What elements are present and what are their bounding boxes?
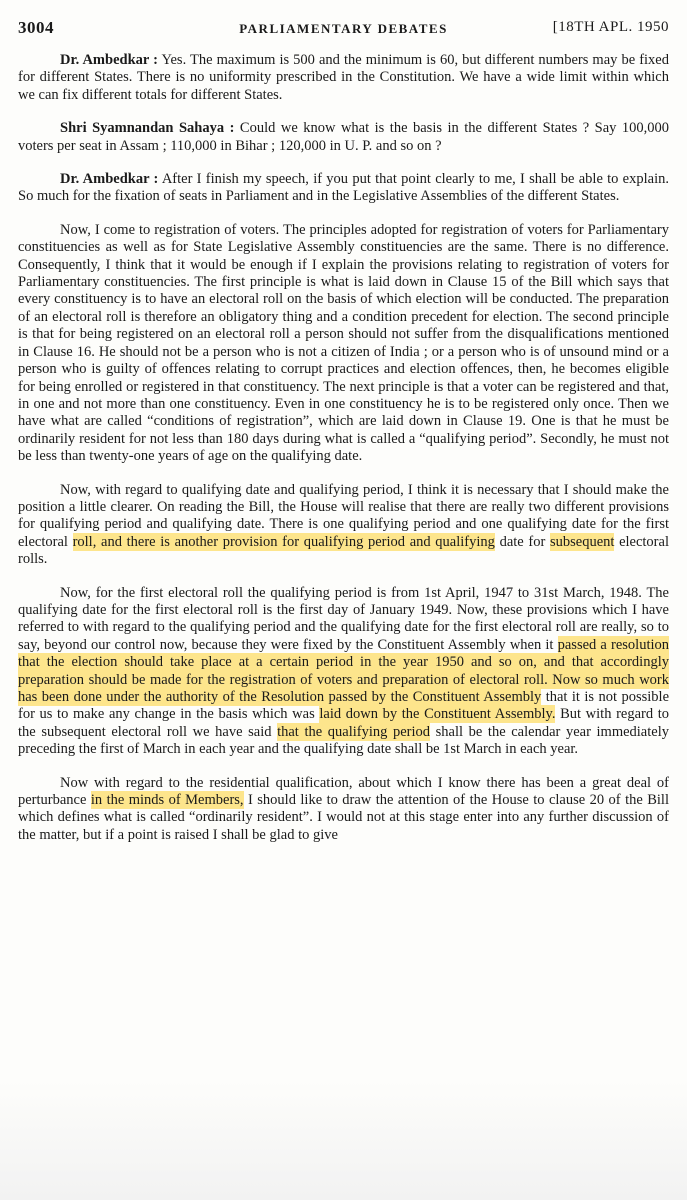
speaker-name: Dr. Ambedkar : <box>60 171 159 188</box>
highlighted-text: roll, and there is another provision for qualifying period and qualifying <box>72 533 495 550</box>
paragraph-text: Yes. The maximum is 500 and the minimum is 60, but different numbers may be fixed for different States. There is no uniformity prescribed in the Constitution. We have a wide limit within which we can fix different totals for different States. <box>18 52 669 103</box>
highlighted-text: laid down by the Constituent Assembly. <box>319 706 556 723</box>
highlighted-text: passed a resolution that the election should take place at a certain period in the year 1950 and so on, and that accordingly preparation should be made for the registration of voters and preparation of electoral roll. Now so much work has been done under the authority of the Resolution passed by the Constituent Assembly <box>18 636 670 705</box>
paragraph-text: Now with regard to the residential qualification, about which I know there has been a great deal of perturbance <box>18 774 669 809</box>
paragraph-text: After I finish my speech, if you put that point clearly to me, I shall be able to explain. So much for the fixation of seats in Parliament and in the Legislative Assemblies of the different States. <box>18 171 669 205</box>
speaker-name: Shri Syamnandan Sahaya : <box>60 120 235 137</box>
speaker-name: Dr. Ambedkar : <box>60 52 158 68</box>
highlighted-text: subsequent <box>549 533 615 550</box>
document-body <box>18 52 669 860</box>
paragraph-text: But with regard to the subsequent electoral roll we have said <box>18 706 670 740</box>
header-date: [18TH APL. 1950 <box>552 19 669 35</box>
paragraph <box>18 482 669 569</box>
running-title: PARLIAMENTARY DEBATES <box>239 21 448 36</box>
paragraph-text: date for <box>494 533 550 550</box>
highlighted-text: that the qualifying period <box>277 723 431 740</box>
paragraph-text: Could we know what is the basis in the different States ? Say 100,000 voters per seat in Assam ; 110,000 in Bihar ; 120,000 in U. P. and so on ? <box>18 120 669 154</box>
paragraph <box>18 171 669 206</box>
page-header <box>18 18 669 42</box>
paragraph-text: electoral rolls. <box>18 533 669 568</box>
highlighted-text: in the minds of Members, <box>90 792 244 809</box>
page-edge-shadow <box>0 1080 687 1200</box>
paragraph-text: Now, with regard to qualifying date and qualifying period, I think it is necessary that I should make the position a little clearer. On reading the Bill, the House will realise that there are really two different provisions for qualifying period and qualifying date. There is one qualifying period and one qualifying date for the first electoral <box>18 481 669 550</box>
paragraph-text: Now, for the first electoral roll the qualifying period is from 1st April, 1947 to 31st March, 1948. The qualifying date for the first electoral roll is the first day of January 1949. Now, these provisions which I have referred to with regard to the qualifying period and the qualifying date for the first electoral roll are really, so to say, beyond our control now, because they were fixed by the Constituent Assembly when it <box>18 584 669 653</box>
paragraph-text: that it is not possible for us to make any change in the basis which was <box>18 689 669 723</box>
paragraph-text: Now, I come to registration of voters. The principles adopted for registration of voters for Parliamentary constituencies as well as for State Legislative Assembly constituencies are the same. There is no difference. Consequently, I think that it would be enough if I explain the provisions relating to registration of voters for Parliamentary constituencies. The first principle is what is laid down in Clause 15 of the Bill which says that every constituency is to have an electoral roll on the basis of which election will be conducted. The preparation of an electoral roll is therefore an obligatory thing and a condition precedent for election. The second principle is that for being registered on an electoral roll a person should not suffer from the disqualifications mentioned in Clause 16. He should not be a person who is not a citizen of India ; or a person who is of unsound mind or a person who is guilty of offences relating to corrupt practices and election offences, then, he becomes eligible for being enrolled or registered in that constituency. The next principle is that a voter can be registered and that, in one and not more than one constituency. Even in one constituency he is to be registered only once. Then we have what are called “conditions of registration”, which are laid down in Clause 19. One is that he must be ordinarily resident for not less than 180 days during what is called a “qualifying period”. Secondly, he must not be less than twenty-one years of age on the qualifying date. <box>18 221 669 465</box>
paragraph <box>18 120 669 155</box>
paragraph <box>18 52 669 104</box>
page-number: 3004 <box>18 18 54 37</box>
paragraph <box>18 775 669 845</box>
paragraph <box>18 585 669 759</box>
paragraph <box>18 222 669 466</box>
paragraph-text: shall be the calendar year immediately preceding the first of March in each year and the qualifying date shall be 1st March in each year. <box>18 723 669 758</box>
paragraph-text: I should like to draw the attention of the House to clause 20 of the Bill which defines what is called “ordinarily resident”. I would not at this stage enter into any further discussion of the matter, but if a point is raised I shall be glad to give <box>18 792 669 843</box>
